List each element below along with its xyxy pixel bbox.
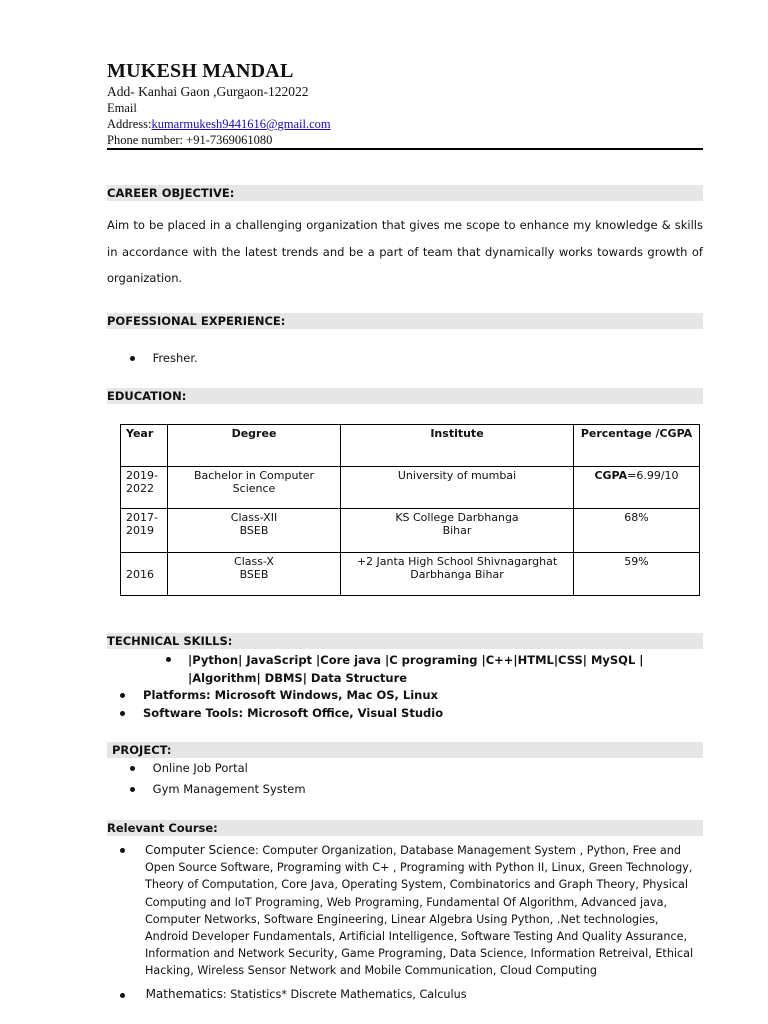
email-label: Email <box>107 101 137 115</box>
career-objective-text: Aim to be placed in a challenging organization that gives me scope to enhance my knowledge & skills in accordance with the latest trends and be a part of team that dynamically works towards growth of organization. <box>107 218 703 285</box>
cell-year: 2019- 2022 <box>121 467 168 509</box>
course-cs-item <box>120 842 702 980</box>
section-relevant-course <box>107 820 703 836</box>
tools-text: Software Tools: Microsoft Office, Visual Studio <box>143 706 444 720</box>
cell-score: 68% <box>574 509 700 553</box>
cell-institute: KS College Darbhanga Bihar <box>341 509 574 553</box>
cgpa-value: =6.99/10 <box>627 469 679 482</box>
education-header-row <box>121 425 700 467</box>
cell-score: 59% <box>574 553 700 596</box>
cell-institute: +2 Janta High School Shivnagarghat Darbhanga Bihar <box>341 553 574 596</box>
career-title: CAREER OBJECTIVE: <box>107 186 235 200</box>
experience-item <box>130 349 198 367</box>
project-title: PROJECT: <box>112 743 172 757</box>
technical-title: TECHNICAL SKILLS: <box>107 634 233 648</box>
course-cs-text <box>145 842 702 980</box>
col-score-header: Percentage /CGPA <box>574 425 700 467</box>
cell-year: 2016 <box>121 553 168 596</box>
cell-year: 2017- 2019 <box>121 509 168 553</box>
education-title: EDUCATION: <box>107 389 187 403</box>
email-address-label: Address: <box>107 117 152 131</box>
skills-languages-text: |Python| JavaScript |Core java |C programing |C++|HTML|CSS| MySQL | |Algorithm| DBMS| Data Structure <box>188 653 644 685</box>
course-math-item <box>120 985 467 1004</box>
cgpa-label: CGPA <box>594 469 628 482</box>
project-item <box>130 780 306 798</box>
cell-institute: University of mumbai <box>341 467 574 509</box>
candidate-name: MUKESH MANDAL <box>107 60 294 82</box>
bullet-icon <box>166 657 171 662</box>
table-row <box>121 509 700 553</box>
bullet-icon <box>130 766 135 771</box>
platforms-text: Platforms: Microsoft Windows, Mac OS, Linux <box>143 688 438 702</box>
col-institute-header: Institute <box>341 425 574 467</box>
cs-courses: : Computer Organization, Database Management System , Python, Free and Open Source Software, Programing with C+ , Programing with Python II, Linux, Green Technology, Theory of Computation, Core Java, Operating System, Combinatorics and Graph Theory, Physical Computing and IoT Programing, Web Programing, Fundamental Of Algorithm, Advanced java, Computer Networks, Software Engineering, Linear Algebra Using Python, .Net technologies, Android Developer Fundamentals, Artificial Intelligence, Software Testing And Quality Assurance, Information and Network Security, Game Programing, Data Science, Information Retreival, Ethical Hacking, Wireless Sensor Network and Mobile Communication, Cloud Computing <box>145 844 694 978</box>
bullet-icon <box>120 693 125 698</box>
phone-line: Phone number: +91-7369061080 <box>107 133 273 147</box>
section-career-objective <box>107 185 703 201</box>
project-item-text: Gym Management System <box>152 782 306 796</box>
tools-item <box>120 704 443 722</box>
skills-languages-item <box>166 651 696 687</box>
email-link[interactable]: kumarmukesh9441616@gmail.com <box>151 117 331 131</box>
platforms-item <box>120 686 438 704</box>
experience-title: POFESSIONAL EXPERIENCE: <box>107 314 286 328</box>
bullet-icon <box>130 356 135 361</box>
address-line: Add- Kanhai Gaon ,Gurgaon-122022 <box>107 84 309 99</box>
cs-label: Computer Science <box>145 843 255 857</box>
courses-title: Relevant Course: <box>107 821 218 835</box>
math-label: Mathematics <box>145 987 223 1001</box>
col-year-header: Year <box>121 425 168 467</box>
cell-degree: Class-XII BSEB <box>168 509 341 553</box>
table-row <box>121 467 700 509</box>
email-line <box>107 116 331 132</box>
bullet-icon <box>120 848 125 853</box>
education-table <box>120 424 700 596</box>
bullet-icon <box>120 711 125 716</box>
section-experience <box>107 313 703 329</box>
table-row <box>121 553 700 596</box>
project-item-text: Online Job Portal <box>152 761 248 775</box>
bullet-icon <box>130 787 135 792</box>
cell-degree: Class-X BSEB <box>168 553 341 596</box>
header-divider <box>107 148 703 150</box>
cell-score <box>574 467 700 509</box>
section-project <box>107 742 703 758</box>
cell-degree: Bachelor in Computer Science <box>168 467 341 509</box>
section-education <box>107 388 703 404</box>
section-technical-skills <box>107 633 703 649</box>
math-courses: : Statistics* Discrete Mathematics, Calculus <box>222 988 467 1001</box>
bullet-icon <box>120 993 125 998</box>
project-item <box>130 759 248 777</box>
experience-item-text: Fresher. <box>152 351 198 365</box>
col-degree-header: Degree <box>168 425 341 467</box>
